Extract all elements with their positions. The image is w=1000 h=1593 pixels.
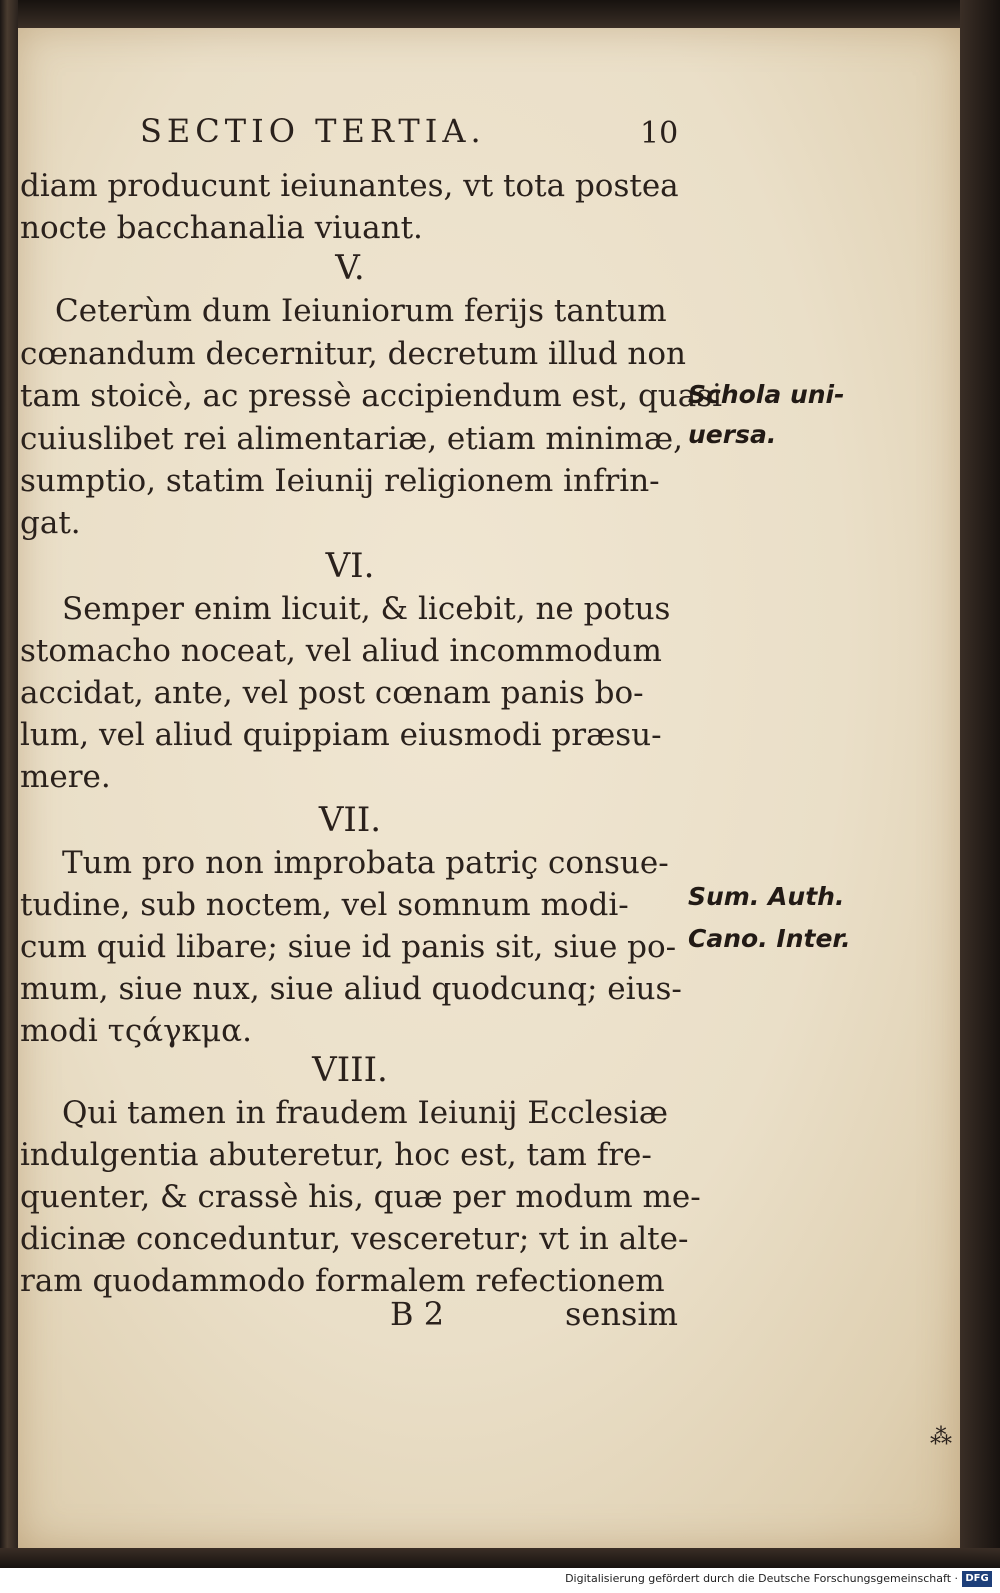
running-header: SECTIO TERTIA. [140,112,486,150]
text-line: sumptio, statim Ieiunij religionem infrin- [20,463,660,499]
text-line: lum, vel aliud quippiam eiusmodi præsu- [20,717,662,753]
text-line: Tum pro non improbata patriç consue- [62,845,669,881]
text-line: gat. [20,505,81,541]
scan-bottom-edge [0,1548,1000,1568]
text-line: stomacho noceat, vel aliud incommodum [20,633,662,669]
text-line: indulgentia abuteretur, hoc est, tam fre- [20,1137,652,1173]
section-numeral-vii: VII. [318,800,382,840]
text-line: ram quodammodo formalem refectionem [20,1263,665,1299]
text-line: dicinæ conceduntur, vesceretur; vt in alte- [20,1221,689,1257]
text-line: Ceterùm dum Ieiuniorum ferijs tantum [55,293,667,329]
footer-bar [0,1568,1000,1593]
footer-credit: Digitalisierung gefördert durch die Deutsche Forschungsgemeinschaft · [565,1572,958,1585]
text-line: quenter, & crassè his, quæ per modum me- [20,1179,701,1215]
text-line: mere. [20,759,111,795]
section-numeral-vi: VI. [325,546,375,586]
text-line: tudine, sub noctem, vel somnum modi- [20,887,629,923]
section-numeral-v: V. [335,248,365,288]
text-line: nocte bacchanalia viuant. [20,210,423,246]
scan-top-edge [0,0,1000,28]
text-line: cum quid libare; siue id panis sit, siue po- [20,929,677,965]
text-line: tam stoicè, ac pressè accipiendum est, quasi [20,378,723,414]
marginal-note: uersa. [688,420,777,449]
marginal-note: Sum. Auth. [688,882,845,911]
text-line: diam producunt ieiunantes, vt tota postea [20,168,679,204]
dfg-logo: DFG [962,1571,992,1587]
book-binding [0,0,18,1568]
section-numeral-viii: VIII. [312,1050,388,1090]
text-line: Semper enim licuit, & licebit, ne potus [62,591,671,627]
scan-right-edge [960,0,1000,1568]
text-line: modi τςάγκμα. [20,1013,252,1049]
marginal-note: Schola uni- [688,380,845,409]
text-line: mum, siue nux, siue aliud quodcunq; eius- [20,971,682,1007]
text-line: accidat, ante, vel post cœnam panis bo- [20,675,644,711]
text-line: cœnandum decernitur, decretum illud non [20,336,687,372]
signature-mark: B 2 [390,1295,445,1333]
catchword: sensim [565,1295,678,1333]
text-line: cuiuslibet rei alimentariæ, etiam minimæ, [20,421,683,457]
text-line: Qui tamen in fraudem Ieiunij Ecclesiæ [62,1095,668,1131]
marginal-note: Cano. Inter. [688,924,851,953]
ink-mark: ⁂ [930,1425,952,1450]
folio-number: 10 [640,116,679,151]
